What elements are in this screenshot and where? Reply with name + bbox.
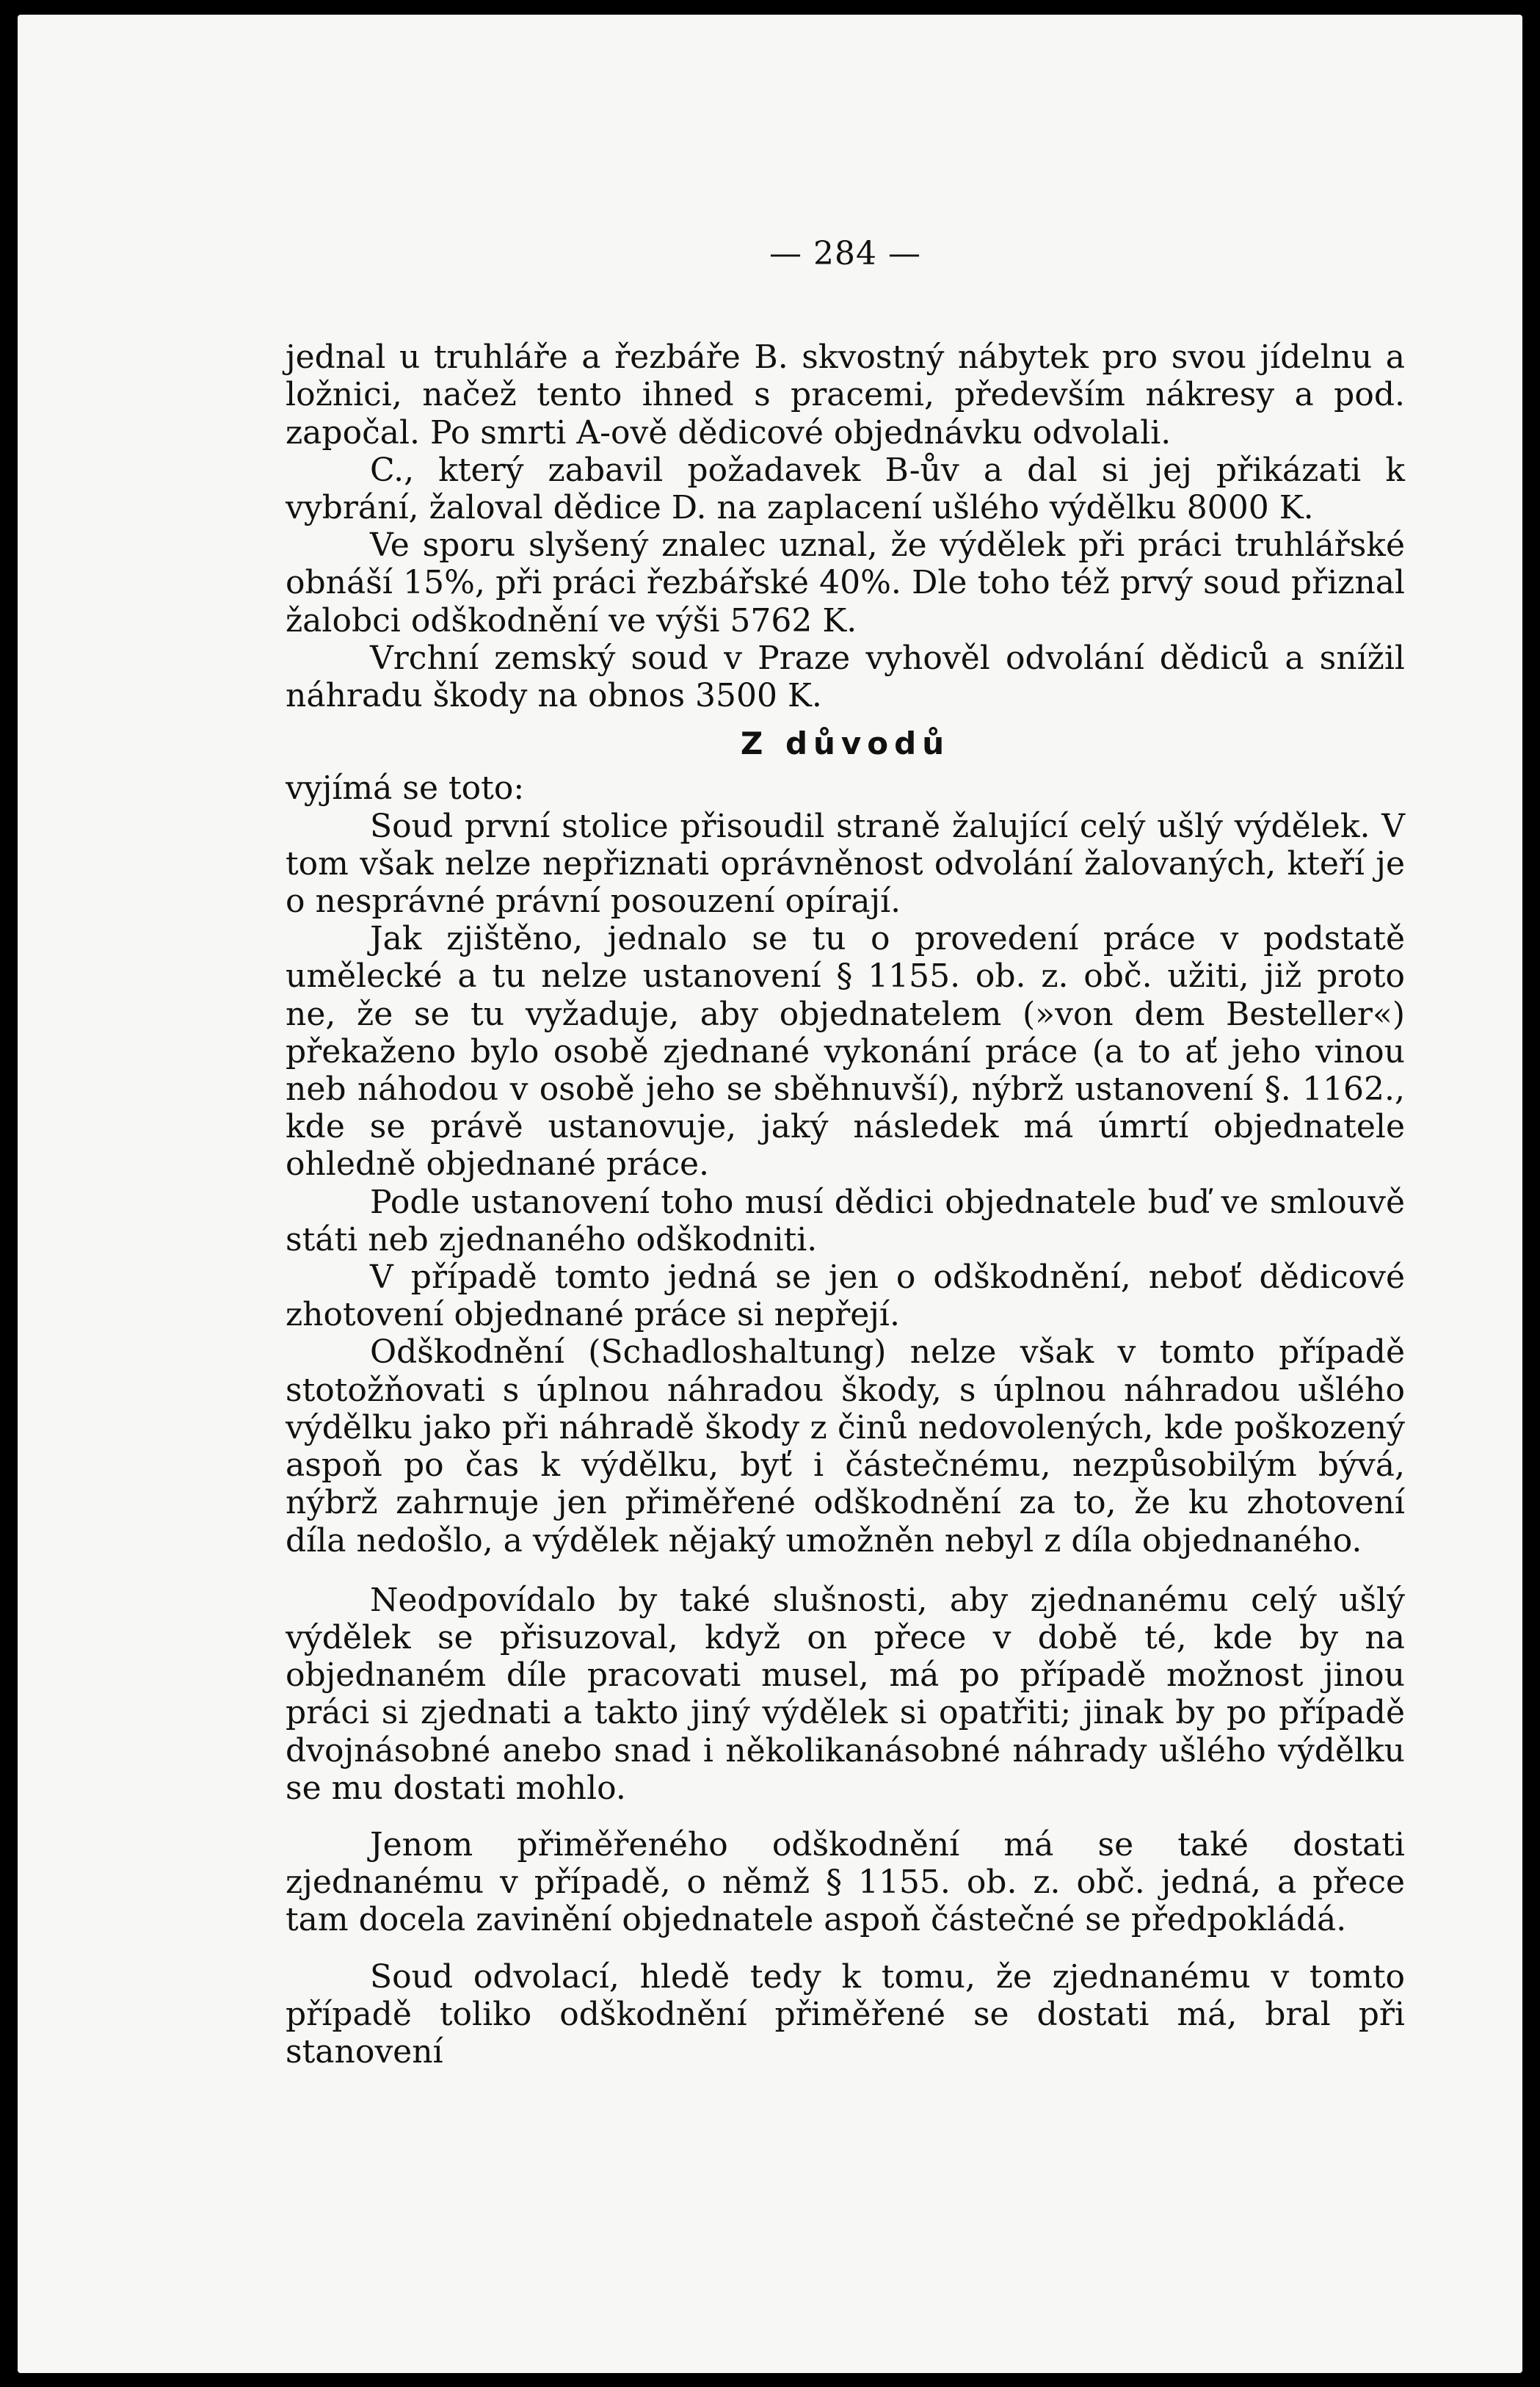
document-page bbox=[286, 235, 1405, 2071]
paragraph-case-facts: jednal u truhláře a řezbáře B. skvostný nábytek pro svou jídelnu a ložnici, načež tento ihned s pracemi, především nákresy a pod. započal. Po smrti A-ově dědicové objednávku odvolali. bbox=[286, 338, 1405, 452]
paragraph-intro: vyjímá se toto: bbox=[286, 769, 525, 808]
paragraph-expert: Ve sporu slyšený znalec uznal, že výdělek při práci truhlářské obnáší 15%, při práci řezbářské 40%. Dle toho též prvý soud přiznal žalobci odškodnění ve výši 5762 K. bbox=[286, 526, 1405, 640]
paragraph-reason-5: Odškodnění (Schadloshaltung) nelze však v tomto případě stotožňovati s úplnou náhradou škody, s úplnou náhradou ušlého výdělku jako při náhradě škody z činů nedovolených, kde poškozený aspoň po čas k výdělku, byť i částečnému, nezpůsobilým bývá, nýbrž zahrnuje jen přiměřené odškodnění za to, že ku zhotovení díla nedošlo, a výdělek nějaký umožněn nebyl z díla objednaného. bbox=[286, 1333, 1405, 1560]
paragraph-reason-8: Soud odvolací, hledě tedy k tomu, že zjednanému v tomto případě toliko odškodnění přiměřené se dostati má, bral při stanovení bbox=[286, 1957, 1405, 2071]
paragraph-reason-2: Jak zjištěno, jednalo se tu o provedení práce v podstatě umělecké a tu nelze ustanovení § 1155. ob. z. obč. užiti, již proto ne, že se tu vyžaduje, aby objednatelem (»von dem Besteller«) překaženo bylo osobě zjednané vykonání práce (a to ať jeho vinou neb náhodou v osobě jeho se sběhnuvší), nýbrž ustanovení §. 1162., kde se právě ustanovuje, jaký následek má úmrtí objednatele ohledně objednané práce. bbox=[286, 920, 1405, 1184]
paragraph-reason-7: Jenom přiměřeného odškodnění má se také dostati zjednanému v případě, o němž § 1155. ob. z. obč. jedná, a přece tam docela zavinění objednatele aspoň částečné se předpokládá. bbox=[286, 1825, 1405, 1939]
paragraph-reason-6: Neodpovídalo by také slušnosti, aby zjednanému celý ušlý výdělek se přisuzoval, když on přece v době té, kde by na objednaném díle pracovati musel, má po případě možnost jinou práci si zjednati a takto jiný výdělek si opatřiti; jinak by po případě dvojnásobné anebo snad i několikanásobné náhrady ušlého výdělku se mu dostati mohlo. bbox=[286, 1581, 1405, 1807]
paragraph-reason-3: Podle ustanovení toho musí dědici objednatele buď ve smlouvě státi neb zjednaného odškodniti. bbox=[286, 1183, 1405, 1258]
paragraph-appeal-court: Vrchní zemský soud v Praze vyhověl odvolání dědiců a snížil náhradu škody na obnos 3500 K. bbox=[286, 639, 1405, 715]
page-number: — 284 — bbox=[769, 235, 921, 272]
paragraph-claim: C., který zabavil požadavek B-ův a dal si jej přikázati k vybrání, žaloval dědice D. na zaplacení ušlého výdělku 8000 K. bbox=[286, 451, 1405, 527]
section-heading: Z důvodů bbox=[740, 725, 951, 762]
page-sheet bbox=[18, 15, 1522, 2373]
paragraph-reason-4: V případě tomto jedná se jen o odškodnění, neboť dědicové zhotovení objednané práce si nepřejí. bbox=[286, 1258, 1405, 1334]
paragraph-reason-1: Soud první stolice přisoudil straně žalující celý ušlý výdělek. V tom však nelze nepřiznati oprávněnost odvolání žalovaných, kteří je o nesprávné právní posouzení opírají. bbox=[286, 807, 1405, 921]
